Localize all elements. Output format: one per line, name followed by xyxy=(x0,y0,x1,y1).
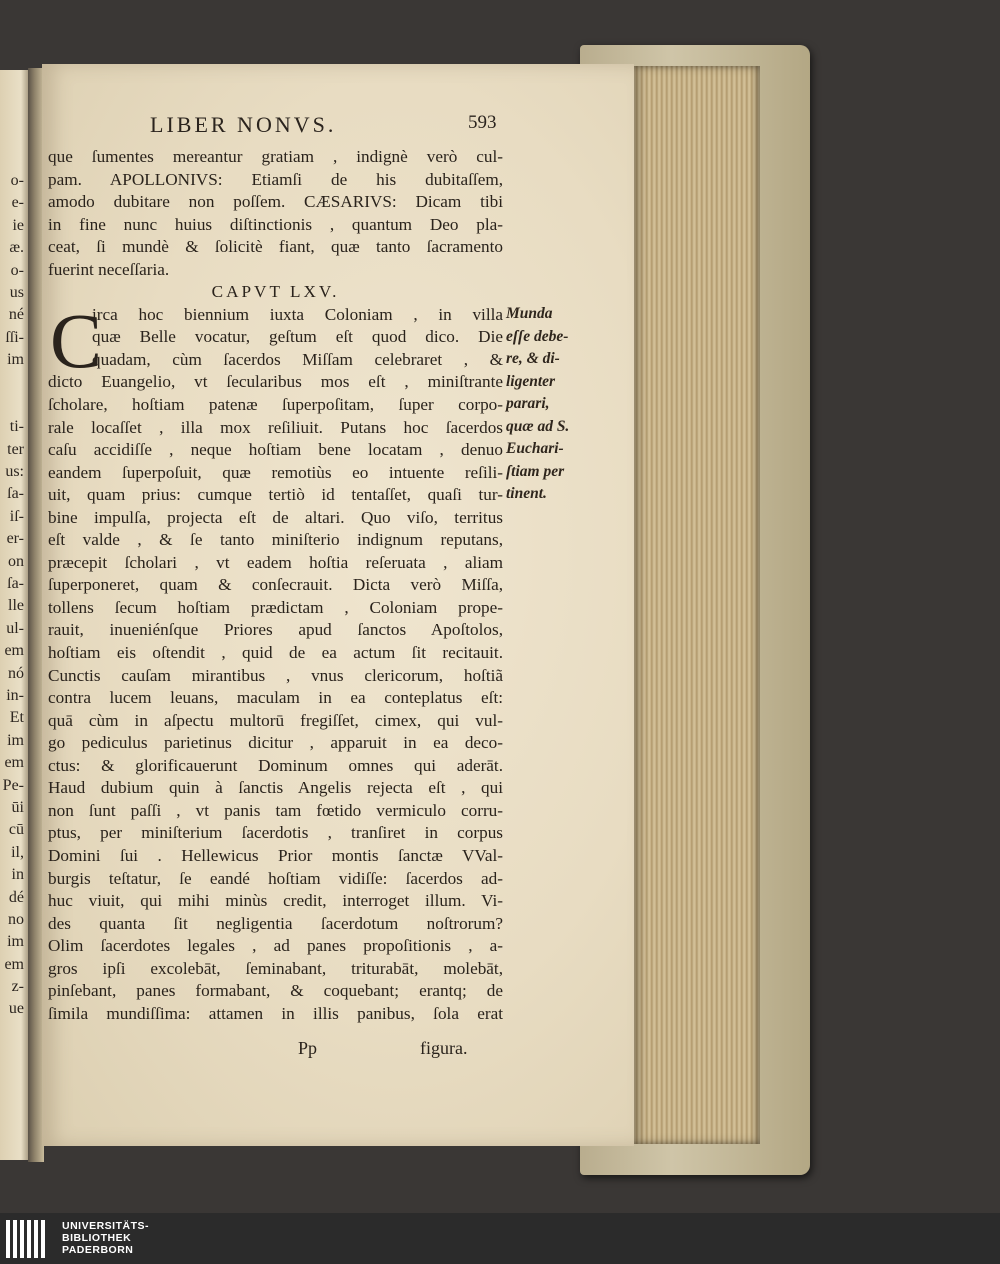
left-fragment-line xyxy=(0,394,28,416)
left-fragment-line: er- xyxy=(6,530,24,548)
library-name-line-1: UNIVERSITÄTS- xyxy=(62,1220,150,1232)
left-fragment-line: us xyxy=(9,283,24,301)
marginal-note-line: quæ ad S. xyxy=(506,417,570,435)
page-footer xyxy=(0,1038,1000,1062)
left-fragment-line: nó xyxy=(8,664,24,682)
text-line: Olim ſacerdotes legales , ad panes propoſitionis , a- xyxy=(48,936,503,956)
text-line: ptus, per miniſterium ſacerdotis , tranſiret in corpus xyxy=(48,823,503,843)
left-fragment-line: Et xyxy=(9,709,24,727)
left-fragment-line: ul- xyxy=(6,619,24,637)
viewer-footer-bar xyxy=(0,1213,1000,1264)
left-fragment-line: ue xyxy=(8,1000,24,1018)
text-line: quæ Belle vocatur, geſtum eſt quod dico. Die xyxy=(92,327,503,347)
library-name-line-3: PADERBORN xyxy=(62,1244,134,1256)
text-line: irca hoc biennium iuxta Coloniam , in villa xyxy=(92,304,503,324)
drop-cap: C xyxy=(50,297,103,384)
text-line: in fine nunc huius diſtinctionis , quantum Deo pla- xyxy=(48,214,503,234)
library-logo-icon xyxy=(6,1220,52,1258)
left-fragment-line: ſa- xyxy=(7,575,24,593)
text-line: fuerint neceſſaria. xyxy=(48,259,170,279)
chapter-heading: CAPVT LXV. xyxy=(211,282,340,302)
left-fragment-line: lle xyxy=(8,597,24,615)
left-fragment-line: on xyxy=(8,552,24,570)
text-line: caſu accidiſſe , neque hoſtiam bene locatam , denuo xyxy=(48,440,503,460)
text-line: eſt valde , & ſe tanto miniſterio indignum reputans, xyxy=(48,530,503,550)
text-line: gros ipſi excolebāt, ſeminabant, triturabāt, molebāt, xyxy=(48,958,503,978)
text-line: uit, quam prius: cumque tertiò id tentaſſet, quaſi tur- xyxy=(48,485,503,505)
left-fragment-line xyxy=(0,372,28,394)
left-fragment-line: im xyxy=(7,731,24,749)
text-line: ſuperponeret, quam & conſecrauit. Dicta verò Miſſa, xyxy=(48,575,503,595)
text-line: pam. APOLLONIVS: Etiamſi de his dubitaſſem, xyxy=(48,169,503,189)
left-fragment-line: æ. xyxy=(9,239,24,257)
left-fragment-line: cū xyxy=(8,821,24,839)
text-line: rale locaſſet , illa mox reſiliuit. Putans hoc ſacerdos xyxy=(48,417,503,437)
text-line: ctus: & glorificauerunt Dominum omnes qui aderāt. xyxy=(48,755,503,775)
left-fragment-line: dé xyxy=(8,888,24,906)
left-fragment-line: ūi xyxy=(11,798,24,816)
left-fragment-line: e- xyxy=(11,194,24,212)
left-fragment-line: iſ- xyxy=(9,507,24,525)
marginal-note-line: re, & di- xyxy=(506,350,560,367)
marginal-note-line: tinent. xyxy=(506,485,547,502)
page-edges xyxy=(632,66,760,1144)
running-head: LIBER NONVS. xyxy=(150,112,337,137)
marginal-note-line: Munda xyxy=(506,305,553,322)
left-fragment-line: us: xyxy=(5,463,24,481)
text-line: tollens ſecum hoſtiam prædictam , Coloniam prope- xyxy=(48,597,503,617)
marginal-note-line: ſtiam per xyxy=(506,462,565,480)
left-fragment-line: Pe- xyxy=(2,776,24,794)
text-line: Haud dubium quin à ſanctis Angelis rejecta eſt , qui xyxy=(48,778,503,798)
text-line: burgis teſtatur, ſe eandé hoſtiam vidiſſe: ſacerdos ad- xyxy=(48,868,503,888)
text-line: non ſunt paſſi , vt panis tam fœtido vermiculo corru- xyxy=(48,800,503,820)
left-fragment-line: né xyxy=(8,306,24,324)
left-fragment-line: im xyxy=(7,351,24,369)
marginal-note-line: parari, xyxy=(506,395,550,412)
text-line: des quanta ſit negligentia ſacerdotum noſtrorum? xyxy=(48,913,503,933)
left-fragment-line: em xyxy=(4,754,24,772)
library-name xyxy=(62,1220,149,1256)
left-fragment-line: em xyxy=(4,642,24,660)
text-line: hoſtiam eis oſtendit , quid de ea actum ſit recitauit. xyxy=(48,643,503,663)
left-fragment-line: in- xyxy=(6,686,24,704)
left-fragment-line: no xyxy=(8,910,24,928)
left-fragment-line: ti- xyxy=(9,418,24,436)
text-line: Domini ſui . Hellewicus Prior montis ſanctæ VVal- xyxy=(48,845,503,865)
marginal-note-line: eſſe debe- xyxy=(506,327,569,345)
marginal-note-line: Euchari- xyxy=(506,440,564,457)
text-line: præcepit ſcholari , vt eadem hoſtia reſeruata , aliam xyxy=(48,552,503,572)
text-line: huc viuit, qui mihi minùs credit, interroget illum. Vi- xyxy=(48,891,503,911)
left-fragment-line: o- xyxy=(10,261,24,279)
left-fragment-line: ſa- xyxy=(7,485,24,503)
text-line: pinſebant, panes formabant, & coquebant; erantq; de xyxy=(48,981,503,1001)
text-line: dicto Euangelio, vt ſecularibus mos eſt , miniſtrante xyxy=(48,372,503,392)
marginal-note xyxy=(506,303,596,506)
page-number: 593 xyxy=(468,112,497,133)
text-line: quā cùm in aſpectu multorū fregiſſet, cimex, qui vul- xyxy=(48,710,503,730)
main-text-block xyxy=(48,146,503,1025)
text-line: rauit, inueniénſque Priores apud ſanctos Apoſtolos, xyxy=(48,620,503,640)
text-line: amodo dubitare non poſſem. CÆSARIVS: Dicam tibi xyxy=(48,192,503,212)
left-fragment-line: z- xyxy=(11,978,24,996)
left-fragment-line: em xyxy=(4,955,24,973)
text-line: bine impulſa, projecta eſt de altari. Quo viſo, territus xyxy=(48,507,503,527)
left-fragment-line: im xyxy=(7,933,24,951)
text-line: que ſumentes mereantur gratiam , indignè verò cul- xyxy=(48,147,503,166)
text-line: Cunctis cauſam mirantibus , vnus clericorum, hoſtiã xyxy=(48,665,503,685)
left-fragment-line: ter xyxy=(7,440,24,458)
text-line: go pediculus parietinus dicitur , apparuit in ea deco- xyxy=(48,733,503,753)
left-fragment-line: ie xyxy=(12,216,24,234)
signature-mark: Pp xyxy=(298,1038,318,1058)
text-line: ſimila mundiſſima: attamen in illis panibus, ſola erat xyxy=(48,1003,503,1023)
text-line: ceat, ſi mundè & ſolicitè fiant, quæ tanto ſacramento xyxy=(48,237,503,257)
marginal-note-line: ligenter xyxy=(506,372,556,390)
left-fragment-line: o- xyxy=(10,172,24,189)
left-fragment-line: in xyxy=(11,866,24,884)
left-fragment-line: il, xyxy=(11,843,24,861)
catchword: figura. xyxy=(420,1038,468,1058)
text-line: contra lucem leuans, maculam in ea conteplatus eſt: xyxy=(48,688,503,708)
text-line: eandem ſuperpoſuit, quæ remotiùs eo intuente reſili- xyxy=(48,462,503,482)
text-line: ſcholare, hoſtiam patenæ ſuperpoſitam, ſuper corpo- xyxy=(48,395,503,415)
left-fragment-line: ſſi- xyxy=(5,328,24,346)
text-line: quadam, cùm ſacerdos Miſſam celebraret , & xyxy=(92,349,503,369)
library-name-line-2: BIBLIOTHEK xyxy=(62,1232,132,1244)
left-page-fragments xyxy=(0,170,28,1021)
